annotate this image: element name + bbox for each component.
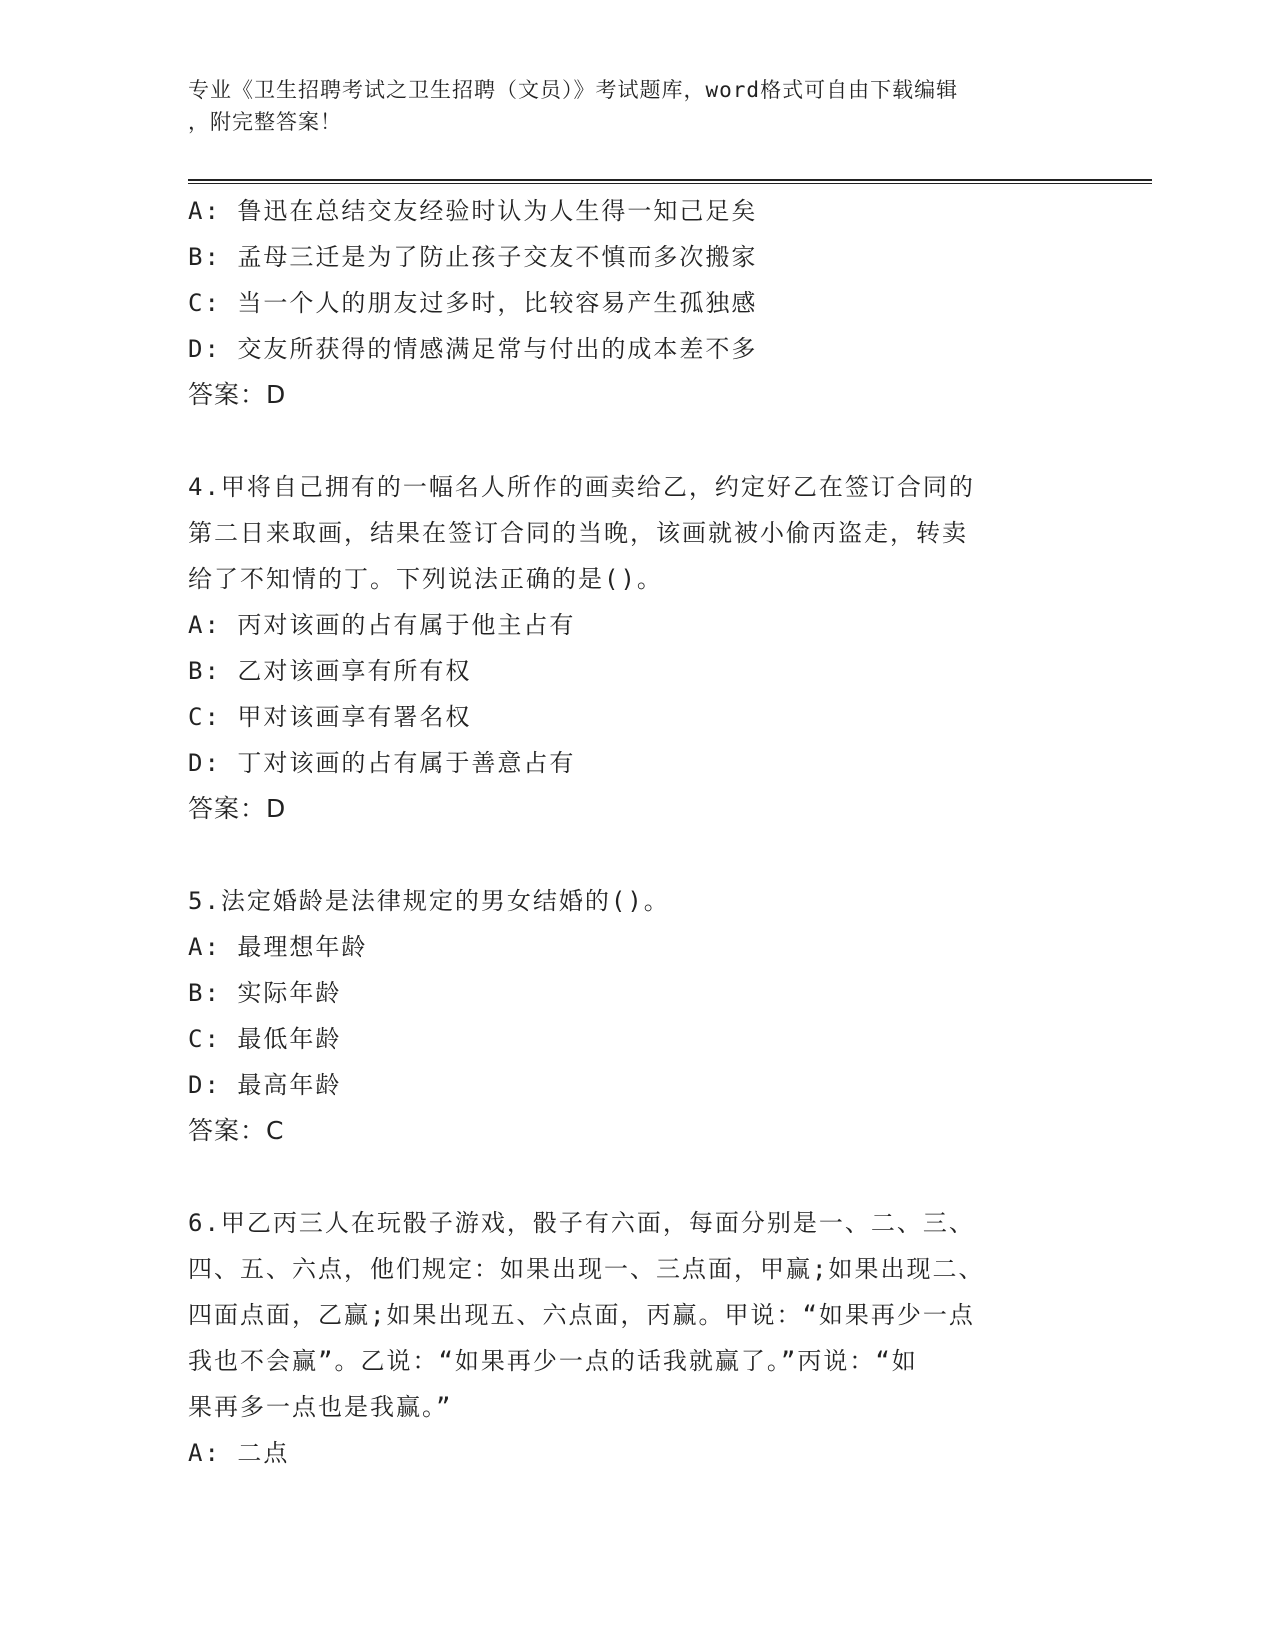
option-a: A: 丙对该画的占有属于他主占有 xyxy=(188,611,576,639)
question-list xyxy=(188,188,1088,1476)
question-stem-line: 4.甲将自己拥有的一幅名人所作的画卖给乙，约定好乙在签订合同的 xyxy=(188,473,975,501)
question-stem-line: 我也不会赢”。乙说：“如果再少一点的话我就赢了。”丙说：“如 xyxy=(188,1347,918,1375)
question-4 xyxy=(188,464,1088,832)
spacer xyxy=(188,418,1088,464)
option-b: B: 乙对该画享有所有权 xyxy=(188,657,472,685)
option-c: C: 最低年龄 xyxy=(188,1025,342,1053)
question-stem-line: 5.法定婚龄是法律规定的男女结婚的()。 xyxy=(188,887,670,915)
spacer xyxy=(188,1154,1088,1200)
answer-line: 答案：C xyxy=(188,1116,285,1145)
option-d: D: 丁对该画的占有属于善意占有 xyxy=(188,749,576,777)
header-title-line-2: ，附完整答案！ xyxy=(188,110,342,134)
option-a: A: 二点 xyxy=(188,1439,290,1467)
question-3 xyxy=(188,188,1088,418)
option-d: D: 交友所获得的情感满足常与付出的成本差不多 xyxy=(188,335,758,363)
header-title-line-1: 专业《卫生招聘考试之卫生招聘（文员）》考试题库，word格式可自由下载编辑 xyxy=(188,78,959,102)
question-stem-line: 6.甲乙丙三人在玩骰子游戏，骰子有六面，每面分别是一、二、三、 xyxy=(188,1209,975,1237)
spacer xyxy=(188,832,1088,878)
option-b: B: 实际年龄 xyxy=(188,979,342,1007)
question-stem-line: 四、五、六点，他们规定：如果出现一、三点面，甲赢;如果出现二、 xyxy=(188,1255,985,1283)
option-c: C: 甲对该画享有署名权 xyxy=(188,703,472,731)
question-6 xyxy=(188,1200,1088,1476)
option-c: C: 当一个人的朋友过多时，比较容易产生孤独感 xyxy=(188,289,758,317)
question-5 xyxy=(188,878,1088,1154)
question-stem-line: 四面点面，乙赢;如果出现五、六点面，丙赢。甲说：“如果再少一点 xyxy=(188,1301,975,1329)
option-a: A: 鲁迅在总结交友经验时认为人生得一知己足矣 xyxy=(188,197,758,225)
answer-line: 答案：D xyxy=(188,794,287,823)
header-divider xyxy=(188,179,1152,184)
option-a: A: 最理想年龄 xyxy=(188,933,368,961)
answer-line: 答案：D xyxy=(188,380,287,409)
option-d: D: 最高年龄 xyxy=(188,1071,342,1099)
question-stem-line: 第二日来取画，结果在签订合同的当晚，该画就被小偷丙盗走，转卖 xyxy=(188,519,968,547)
document-header xyxy=(188,74,1068,138)
option-b: B: 孟母三迁是为了防止孩子交友不慎而多次搬家 xyxy=(188,243,758,271)
question-stem-line: 给了不知情的丁。下列说法正确的是()。 xyxy=(188,565,663,593)
question-stem-line: 果再多一点也是我赢。” xyxy=(188,1393,453,1421)
